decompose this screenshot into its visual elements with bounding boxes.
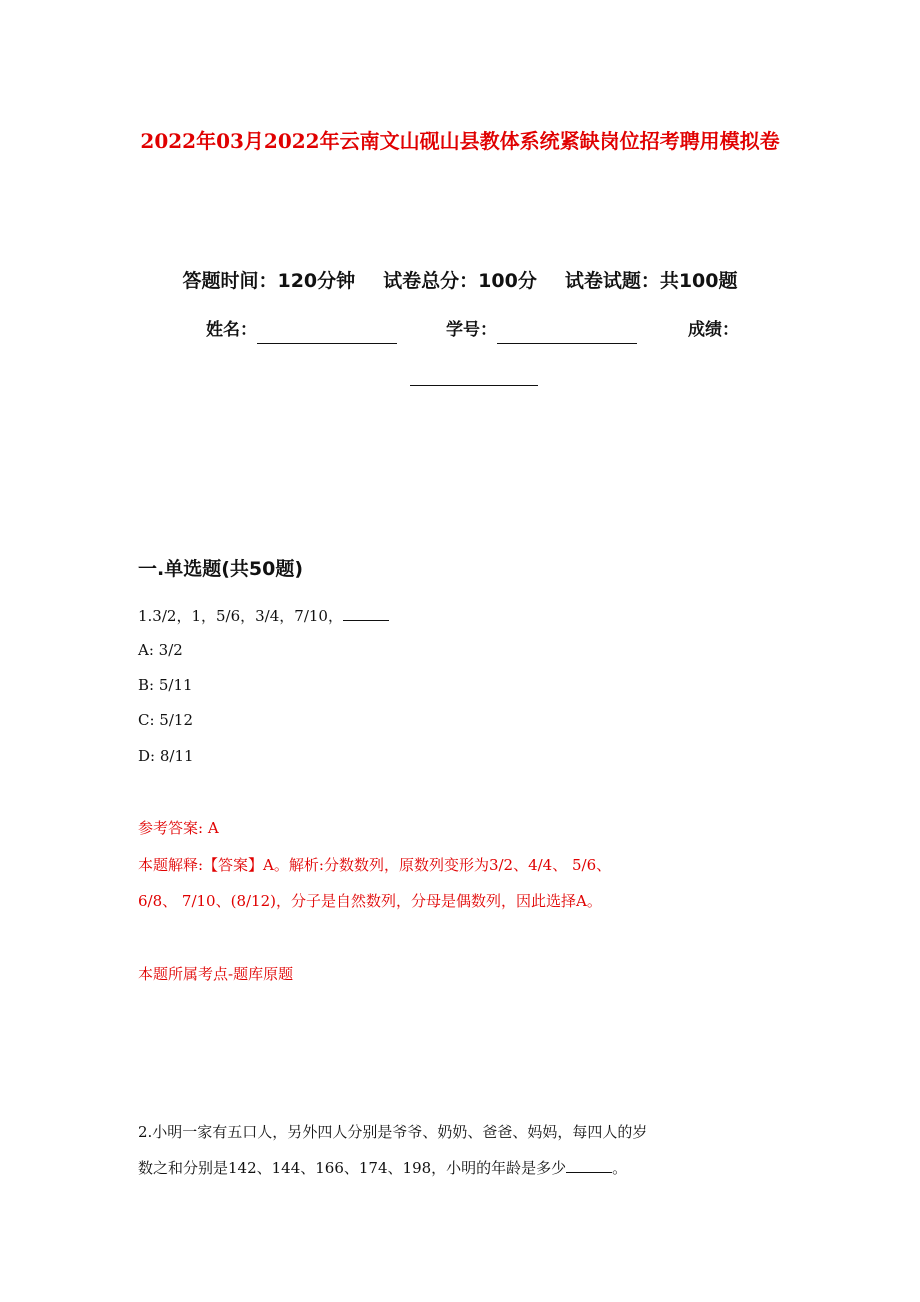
option-c[interactable]: C: 5/12 [138, 711, 193, 729]
question-1-stem [138, 604, 389, 628]
student-id-blank[interactable] [497, 325, 637, 344]
score-label: 成绩： [688, 320, 739, 340]
question-2-stem-line-1: 2.小明一家有五口人，另外四人分别是爷爷、奶奶、爸爸、妈妈，每四人的岁 [138, 1123, 648, 1141]
total-score: 试卷总分：100分 [383, 270, 537, 292]
question-1-text: 1.3/2，1，5/6，3/4，7/10， [138, 607, 343, 625]
option-d[interactable]: D: 8/11 [138, 747, 194, 765]
name-label: 姓名： [206, 320, 257, 340]
question-2-end: 。 [612, 1159, 628, 1177]
name-field[interactable] [206, 316, 397, 344]
exam-title: 2022年03月2022年云南文山砚山县教体系统紧缺岗位招考聘用模拟卷 [140, 129, 780, 153]
score-field [688, 316, 739, 344]
question-1-answer: 参考答案: A [138, 819, 219, 837]
question-2-stem-line-2 [138, 1156, 627, 1180]
option-b[interactable]: B: 5/11 [138, 676, 193, 694]
exam-time: 答题时间：120分钟 [182, 270, 356, 292]
total-questions: 试卷试题：共100题 [564, 270, 738, 292]
question-1-knowledge-point: 本题所属考点-题库原题 [138, 965, 294, 983]
question-2-blank [566, 1156, 612, 1173]
question-1-explanation-line-1: 本题解释:【答案】A。解析:分数数列，原数列变形为3/2、4/4、 5/6、 [138, 856, 612, 874]
question-1-explanation-line-2: 6/8、 7/10、(8/12)，分子是自然数列，分母是偶数列，因此选择A。 [138, 892, 602, 910]
score-blank[interactable] [410, 385, 538, 386]
option-a[interactable]: A: 3/2 [138, 641, 183, 659]
student-id-label: 学号： [446, 320, 497, 340]
exam-info-row [0, 266, 920, 296]
question-2-text: 数之和分别是142、144、166、174、198，小明的年龄是多少 [138, 1159, 567, 1177]
name-blank[interactable] [257, 325, 397, 344]
student-id-field[interactable] [446, 316, 637, 344]
question-1-blank [343, 604, 389, 621]
section-title: 一.单选题(共50题) [138, 558, 304, 580]
